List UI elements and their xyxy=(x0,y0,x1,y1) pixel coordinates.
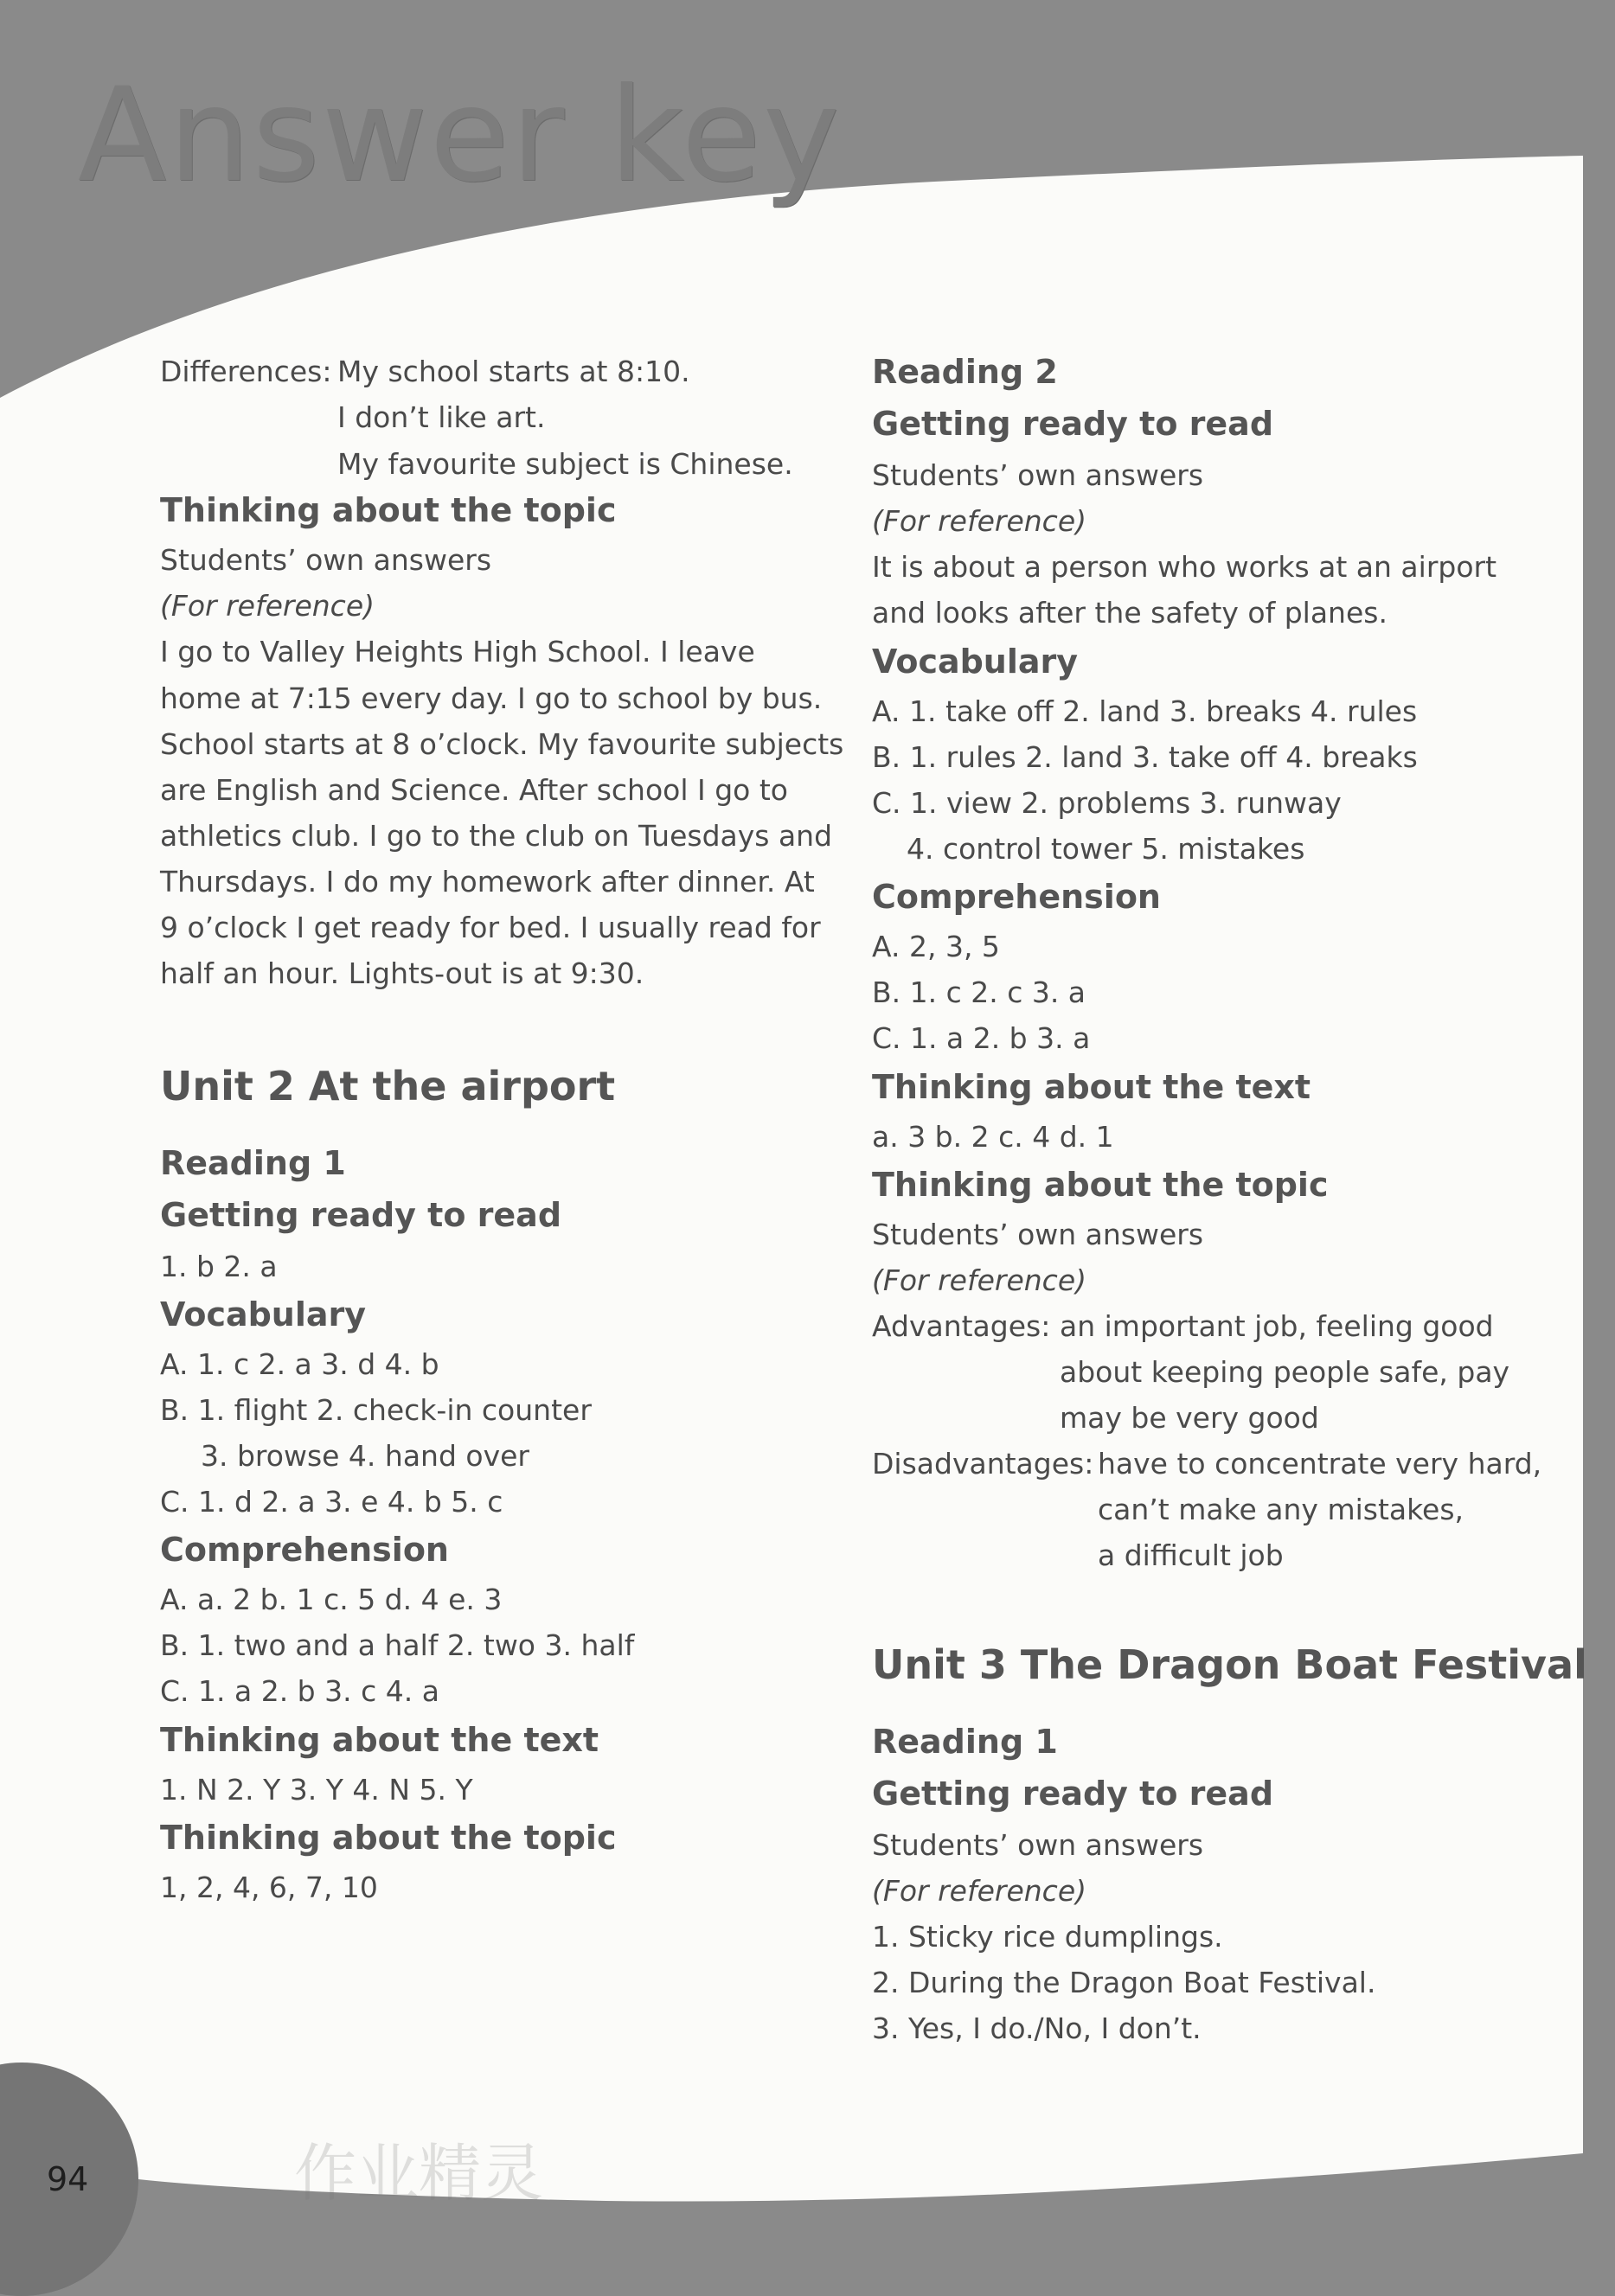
section-heading: Getting ready to read xyxy=(872,1775,1274,1813)
section-heading: Thinking about the topic xyxy=(160,1819,617,1857)
answer-line: C. 1. d 2. a 3. e 4. b 5. c xyxy=(160,1485,503,1519)
answer-line: a. 3 b. 2 c. 4 d. 1 xyxy=(872,1120,1114,1154)
answer-line: A. a. 2 b. 1 c. 5 d. 4 e. 3 xyxy=(160,1583,503,1616)
answer-line: B. 1. rules 2. land 3. take off 4. breaks xyxy=(872,740,1418,774)
reference-note: (For reference) xyxy=(160,589,375,623)
paragraph-line: home at 7:15 every day. I go to school by bus. xyxy=(160,681,823,715)
section-heading: Getting ready to read xyxy=(160,1196,562,1234)
answer-line: B. 1. flight 2. check-in counter xyxy=(160,1393,592,1427)
section-heading: Reading 2 xyxy=(872,353,1058,391)
advantage-line: may be very good xyxy=(1060,1401,1319,1435)
section-heading: Vocabulary xyxy=(872,643,1079,681)
answer-line: B. 1. c 2. c 3. a xyxy=(872,975,1086,1009)
answer-line: 1. N 2. Y 3. Y 4. N 5. Y xyxy=(160,1773,473,1807)
paragraph-line: athletics club. I go to the club on Tuesdays and xyxy=(160,819,833,853)
paragraph-line: 9 o’clock I get ready for bed. I usually read for xyxy=(160,911,821,944)
unit-heading: Unit 3 The Dragon Boat Festival xyxy=(872,1641,1587,1688)
answer-line: A. 1. take off 2. land 3. breaks 4. rules xyxy=(872,694,1418,728)
answer-line: C. 1. view 2. problems 3. runway xyxy=(872,786,1342,820)
section-heading: Getting ready to read xyxy=(872,405,1274,443)
answer-line: A. 2, 3, 5 xyxy=(872,930,1000,963)
section-heading: Reading 1 xyxy=(872,1723,1058,1761)
answer-line: Students’ own answers xyxy=(160,543,492,577)
answer-line: Students’ own answers xyxy=(872,1218,1204,1251)
paragraph-line: School starts at 8 o’clock. My favourite subjects xyxy=(160,727,844,761)
disadvantage-line: have to concentrate very hard, xyxy=(1098,1447,1542,1481)
answer-line: 1, 2, 4, 6, 7, 10 xyxy=(160,1871,378,1904)
section-heading: Thinking about the text xyxy=(160,1721,599,1759)
banner-title: Answer key xyxy=(78,61,842,211)
advantage-line: about keeping people safe, pay xyxy=(1060,1355,1510,1389)
reference-note: (For reference) xyxy=(872,504,1086,538)
section-heading: Thinking about the text xyxy=(872,1068,1311,1106)
disadvantages-label: Disadvantages: xyxy=(872,1447,1094,1481)
watermark: 作业精灵 xyxy=(294,2137,544,2210)
advantage-line: an important job, feeling good xyxy=(1060,1309,1494,1343)
paragraph-line: Thursdays. I do my homework after dinner. At xyxy=(160,865,815,899)
paragraph-line: I go to Valley Heights High School. I leave xyxy=(160,635,755,668)
section-heading: Comprehension xyxy=(872,878,1161,916)
section-heading: Comprehension xyxy=(160,1531,449,1569)
answer-line: 3. Yes, I do./No, I don’t. xyxy=(872,2011,1202,2045)
answer-line: 1. b 2. a xyxy=(160,1250,278,1283)
answer-line: 2. During the Dragon Boat Festival. xyxy=(872,1966,1376,1999)
section-heading: Vocabulary xyxy=(160,1295,367,1333)
answer-line: A. 1. c 2. a 3. d 4. b xyxy=(160,1347,439,1381)
section-heading: Reading 1 xyxy=(160,1144,346,1182)
section-heading: Thinking about the topic xyxy=(872,1166,1329,1204)
answer-line: Students’ own answers xyxy=(872,458,1204,492)
advantages-label: Advantages: xyxy=(872,1309,1051,1343)
answer-line: Students’ own answers xyxy=(872,1828,1204,1862)
answer-line: B. 1. two and a half 2. two 3. half xyxy=(160,1628,635,1662)
differences-label: Differences: xyxy=(160,355,332,388)
page-number: 94 xyxy=(47,2160,89,2198)
answer-line: It is about a person who works at an airport xyxy=(872,550,1497,584)
paragraph-line: are English and Science. After school I go to xyxy=(160,773,788,807)
disadvantage-line: can’t make any mistakes, xyxy=(1098,1493,1464,1526)
difference-line: My favourite subject is Chinese. xyxy=(337,447,793,481)
paragraph-line: half an hour. Lights-out is at 9:30. xyxy=(160,956,644,990)
answer-line: 4. control tower 5. mistakes xyxy=(907,832,1305,866)
answer-line: C. 1. a 2. b 3. a xyxy=(872,1021,1091,1055)
difference-line: My school starts at 8:10. xyxy=(337,355,690,388)
disadvantage-line: a difficult job xyxy=(1098,1538,1284,1572)
answer-line: 1. Sticky rice dumplings. xyxy=(872,1920,1223,1954)
answer-line: C. 1. a 2. b 3. c 4. a xyxy=(160,1674,439,1708)
reference-note: (For reference) xyxy=(872,1263,1086,1297)
difference-line: I don’t like art. xyxy=(337,400,546,434)
reference-note: (For reference) xyxy=(872,1874,1086,1908)
unit-heading: Unit 2 At the airport xyxy=(160,1063,616,1110)
answer-line: 3. browse 4. hand over xyxy=(201,1439,529,1473)
section-heading: Thinking about the topic xyxy=(160,491,617,529)
answer-line: and looks after the safety of planes. xyxy=(872,596,1387,630)
